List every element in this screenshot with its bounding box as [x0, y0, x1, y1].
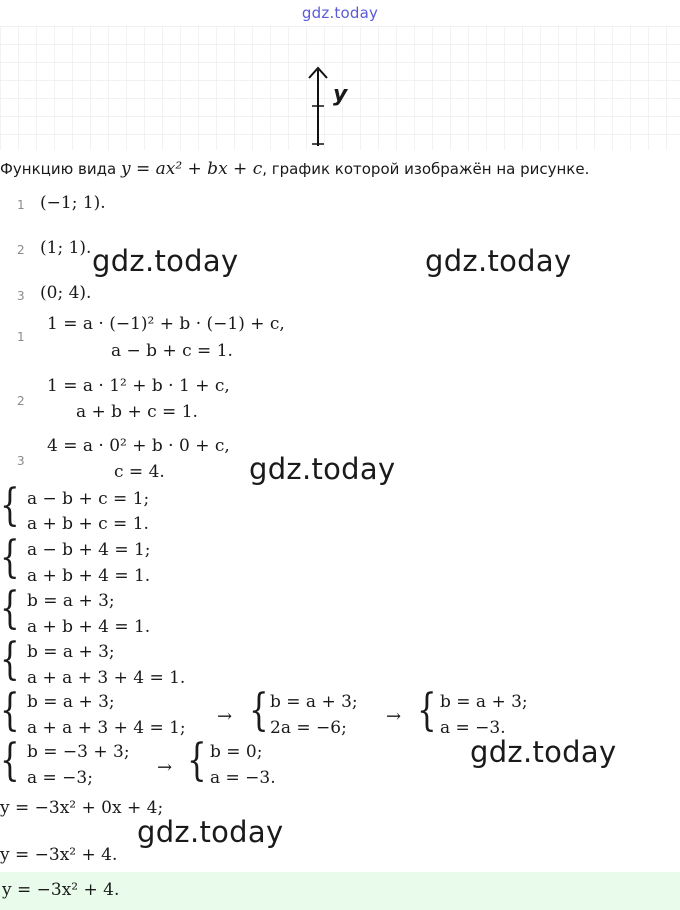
y-axis-label: y	[333, 82, 348, 107]
system-brace: {	[0, 480, 20, 531]
system-equation: b = a + 3;	[27, 642, 115, 662]
substitution-line: 4 = a · 0² + b · 0 + c,	[47, 436, 230, 456]
point-value: (1; 1).	[40, 238, 92, 258]
system-equation: b = a + 3;	[27, 591, 115, 611]
system-equation: b = a + 3;	[270, 692, 358, 712]
system-brace: {	[0, 532, 20, 583]
substitution-result: a + b + c = 1.	[76, 402, 198, 422]
system-brace: {	[0, 583, 20, 634]
substitution-result: a − b + c = 1.	[111, 341, 233, 361]
point-value: (0; 4).	[40, 283, 92, 303]
system-equation: a = −3;	[27, 768, 93, 788]
intro-formula: y = ax² + bx + c	[120, 159, 263, 179]
site-watermark-header: gdz.today	[301, 4, 379, 22]
substitution-number: 3	[17, 454, 25, 468]
problem-statement	[0, 159, 589, 179]
substitution-result: c = 4.	[114, 462, 165, 482]
system-equation: a + a + 3 + 4 = 1;	[27, 718, 186, 738]
substitution-line: 1 = a · 1² + b · 1 + c,	[47, 376, 230, 396]
system-equation: a + b + 4 = 1.	[27, 617, 151, 637]
system-brace: {	[0, 634, 20, 685]
substitution-number: 1	[17, 330, 25, 344]
system-equation: b = a + 3;	[27, 692, 115, 712]
system-equation: 2a = −6;	[270, 718, 347, 738]
point-number: 1	[17, 198, 25, 212]
answer-box	[0, 872, 680, 910]
system-brace: {	[417, 685, 437, 736]
system-equation: a = −3.	[210, 768, 276, 788]
implies-arrow: →	[217, 706, 233, 727]
intro-text-before: Функцию вида	[0, 160, 121, 178]
point-value: (−1; 1).	[40, 193, 106, 213]
system-equation: a = −3.	[440, 718, 506, 738]
watermark: gdz.today	[92, 244, 239, 278]
point-number: 2	[17, 243, 25, 257]
system-equation: a + b + c = 1.	[27, 514, 149, 534]
watermark: gdz.today	[137, 815, 284, 849]
result-line: y = −3x² + 4.	[0, 845, 118, 865]
system-equation: a − b + 4 = 1;	[27, 540, 151, 560]
system-equation: b = 0;	[210, 742, 263, 762]
system-brace: {	[249, 685, 269, 736]
watermark: gdz.today	[470, 735, 617, 769]
system-brace: {	[0, 685, 20, 736]
system-equation: b = a + 3;	[440, 692, 528, 712]
implies-arrow: →	[157, 757, 173, 778]
watermark: gdz.today	[249, 452, 396, 486]
result-line: y = −3x² + 0x + 4;	[0, 798, 164, 818]
substitution-number: 2	[17, 394, 25, 408]
answer-text: y = −3x² + 4.	[2, 880, 120, 900]
implies-arrow: →	[386, 706, 402, 727]
system-equation: a + b + 4 = 1.	[27, 566, 151, 586]
system-equation: a + a + 3 + 4 = 1.	[27, 668, 186, 688]
system-brace: {	[187, 735, 207, 786]
substitution-line: 1 = a · (−1)² + b · (−1) + c,	[47, 314, 285, 334]
intro-text-after: , график которой изображён на рисунке.	[262, 160, 590, 178]
system-equation: a − b + c = 1;	[27, 489, 150, 509]
point-number: 3	[17, 289, 25, 303]
system-equation: b = −3 + 3;	[27, 742, 130, 762]
watermark: gdz.today	[425, 244, 572, 278]
system-brace: {	[0, 735, 20, 786]
